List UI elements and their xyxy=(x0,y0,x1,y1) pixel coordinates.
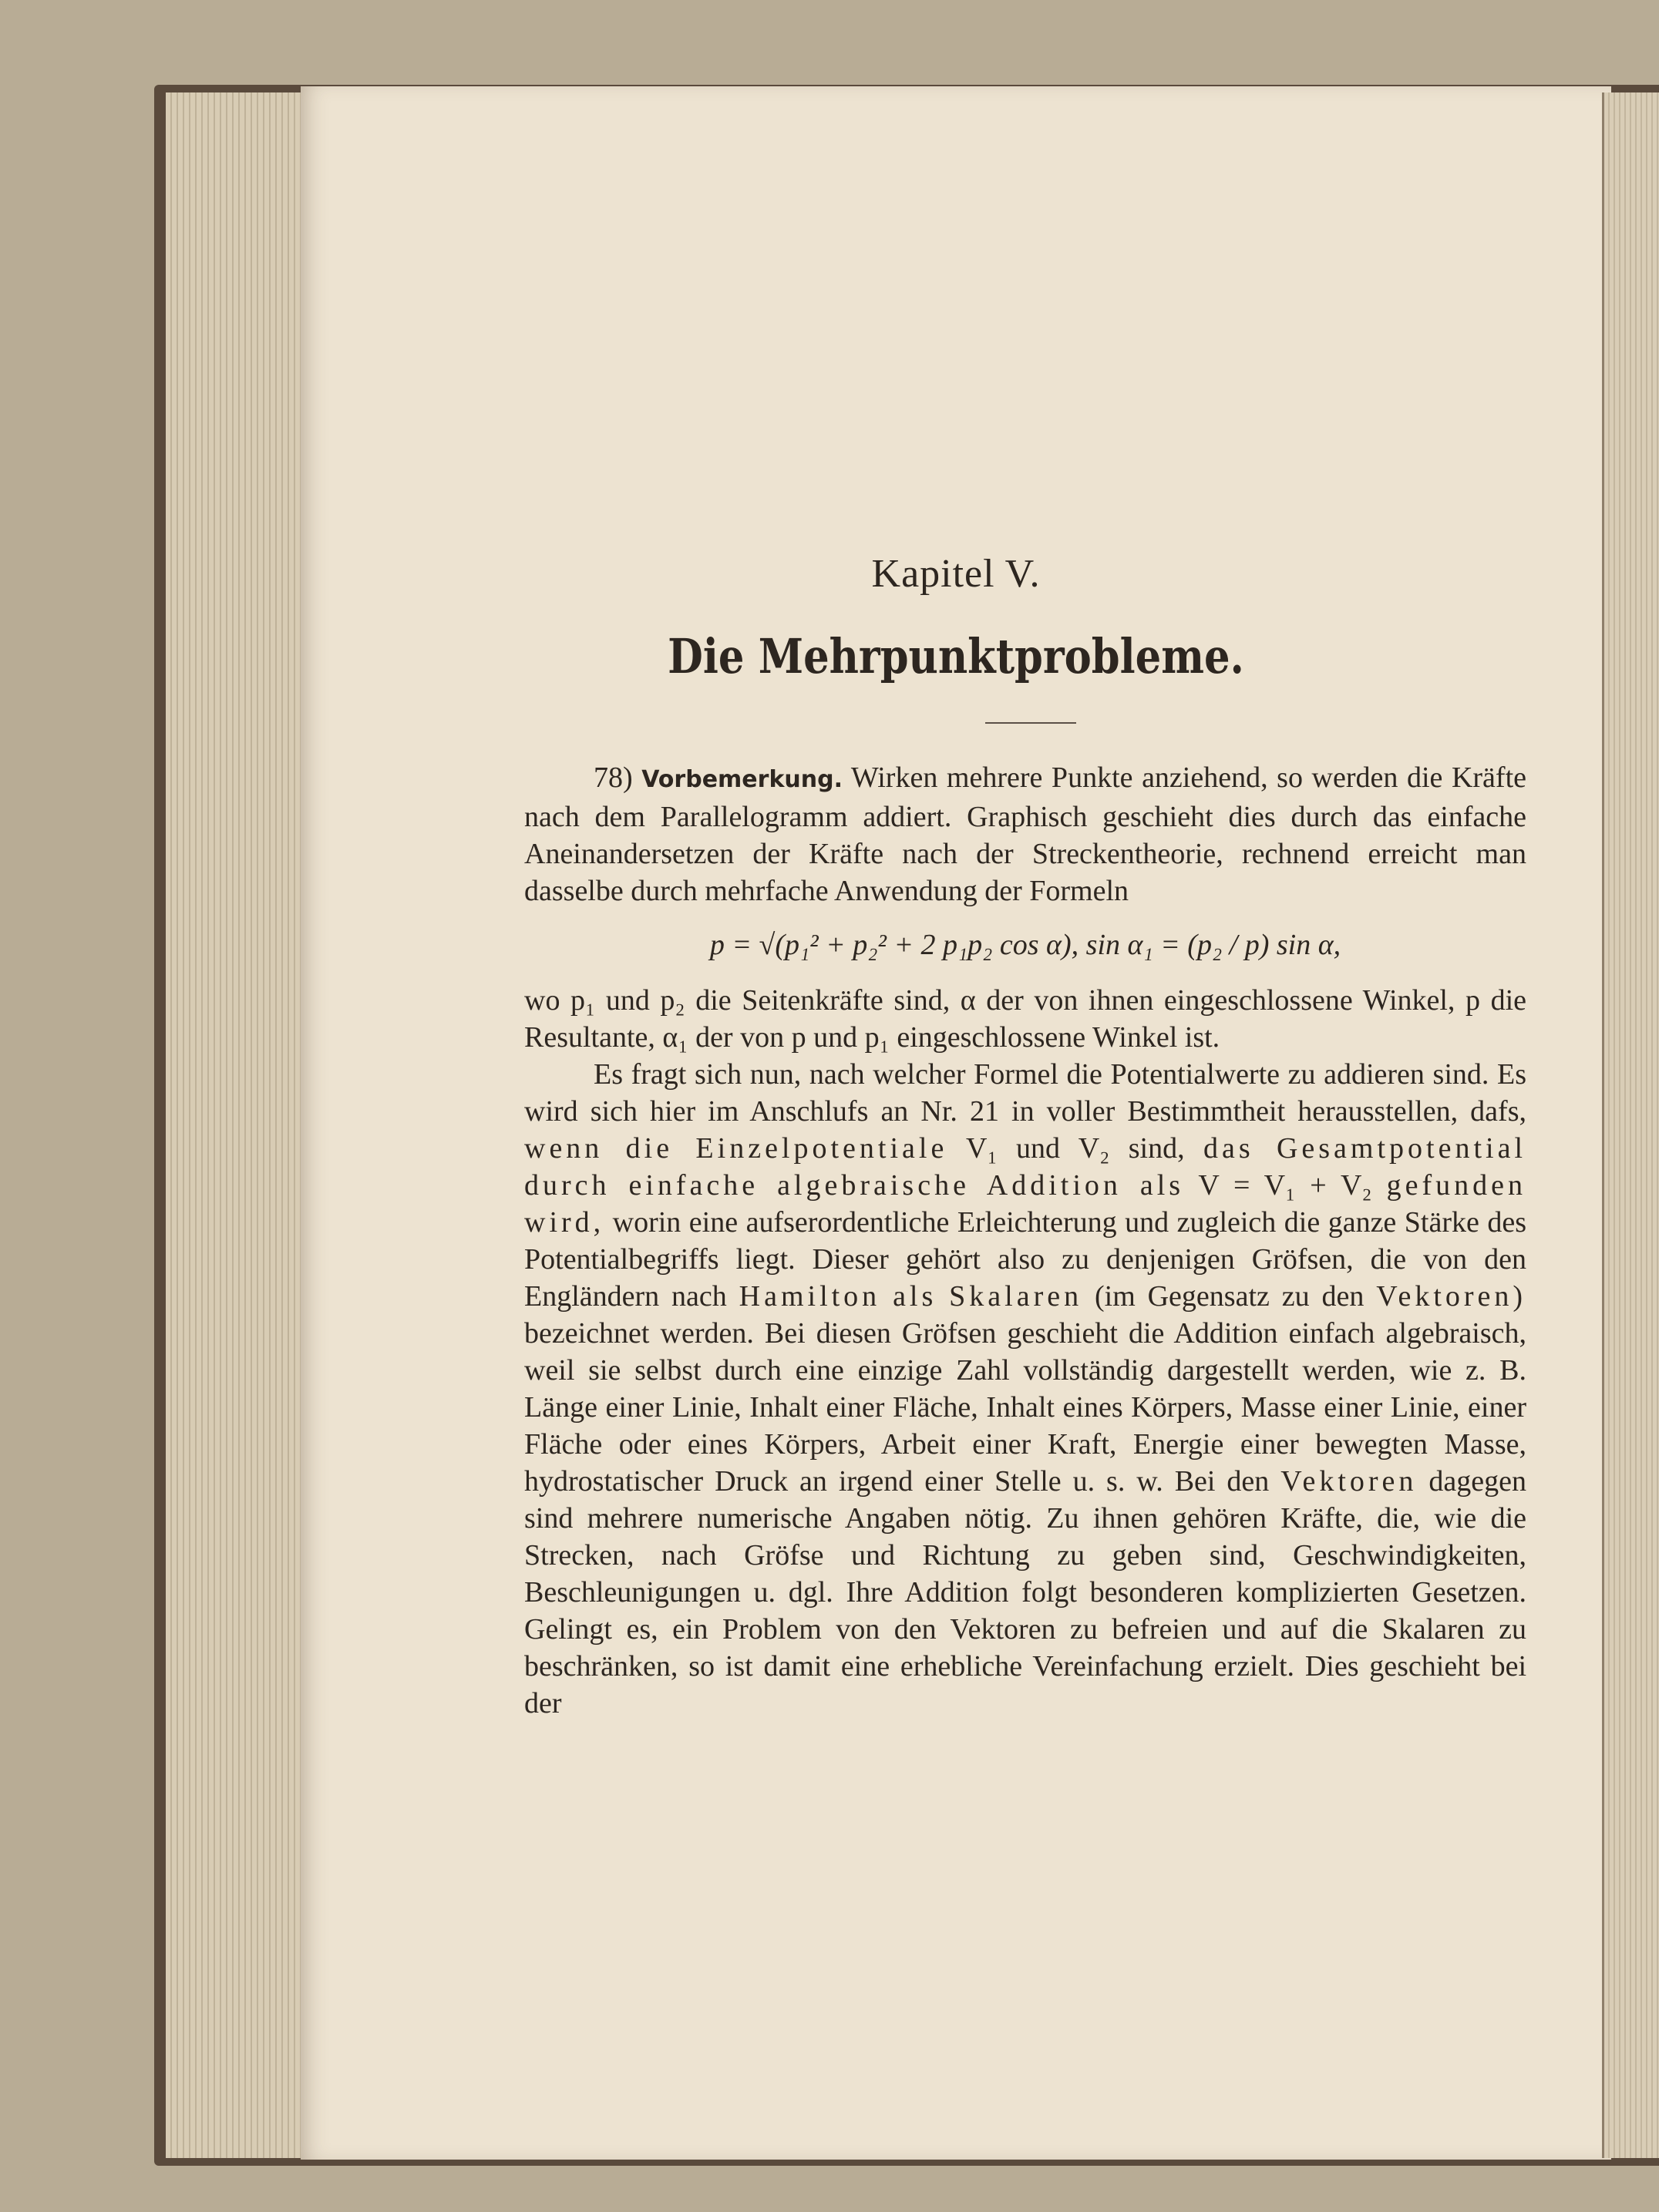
main-text-v1: V₁ und V₂ sind, xyxy=(966,1132,1185,1165)
name-hamilton: Hamilton xyxy=(739,1280,881,1313)
title-rule xyxy=(985,722,1076,724)
spaced-text-1: wenn die Einzelpotentiale xyxy=(524,1132,948,1165)
word-vektoren: Vektoren) xyxy=(1376,1280,1527,1313)
main-text-rest4: dagegen sind mehrere numerische Angaben nötig. Zu ihnen gehören Kräfte, die, wie die Strecken, nach Gröfse und Richtung zu geben sind, Geschwindigkeiten, Beschleunigungen u. dgl. Ihre Addition folgt besonderen komplizierten Gesetzen. Gelingt es, ein Problem von den Vektoren zu befreien und auf die Skalaren zu beschränken, so ist damit eine erhebliche Vereinfachung erzielt. Dies geschieht bei der xyxy=(524,1465,1526,1720)
spaced-text-3: gefunden wird, xyxy=(524,1169,1526,1239)
word-als: als xyxy=(893,1280,937,1313)
main-text-rest3: bezeichnet werden. Bei diesen Gröfsen geschieht die Addition einfach algebraisch, weil sie selbst durch eine einzige Zahl vollständig dargestellt werden, wie z. B. Länge einer Linie, Inhalt einer Fläche, Inhalt eines Körpers, Masse einer Linie, einer Fläche oder eines Körpers, Arbeit einer Kraft, Energie einer bewegten Masse, hydrostatischer Druck an irgend einer Stelle u. s. w. Bei den xyxy=(524,1317,1526,1498)
formula: p = √(p₁² + p₂² + 2 p₁p₂ cos α), sin α₁ = (p₂ / p) sin α, xyxy=(709,929,1341,961)
section-number: 78) xyxy=(594,761,633,794)
paragraph-main xyxy=(524,1056,1526,1722)
body-text xyxy=(524,759,1526,1722)
main-text-rest1: worin eine aufserordentliche Erleichterung und zugleich die ganze Stärke des Potentialbegriffs liegt. Dieser gehört also zu denjenigen Gröfsen, die von den Engländern nach xyxy=(524,1206,1527,1313)
paragraph-after-formula: wo p₁ und p₂ die Seitenkräfte sind, α der von ihnen eingeschlossene Winkel, p die Resultante, α₁ der von p und p₁ eingeschlossene Winkel ist. xyxy=(524,984,1526,1054)
word-skalaren: Skalaren xyxy=(949,1280,1083,1313)
page-stack-right xyxy=(1602,92,1659,2158)
paragraph-intro xyxy=(524,759,1526,909)
chapter-number: Kapitel V. xyxy=(871,552,1041,596)
main-text-rest2: (im Gegensatz zu den xyxy=(1094,1280,1365,1313)
intro-text: Wirken mehrere Punkte anziehend, so werden die Kräfte nach dem Parallelogramm addiert. Graphisch geschieht dies durch das einfache Aneinandersetzen der Kräfte nach der Streckentheorie, rechnend erreicht man dasselbe durch mehrfache Anwendung der Formeln xyxy=(524,761,1526,907)
main-text-start: Es fragt sich nun, nach welcher Formel die Potentialwerte zu addieren sind. Es wird sich hier im Anschlufs an Nr. 21 in voller Bestimmtheit herausstellen, dafs, xyxy=(524,1058,1526,1128)
word-vektoren-2: Vektoren xyxy=(1280,1465,1418,1498)
chapter-title: Die Mehrpunktprobleme. xyxy=(668,628,1244,684)
spaced-text-2: das Gesamtpotential durch einfache algebraische Addition als xyxy=(524,1132,1526,1202)
inline-formula: V = V₁ + V₂ xyxy=(1198,1169,1372,1202)
section-heading: Vorbemerkung. xyxy=(641,766,843,793)
page-stack-left xyxy=(166,92,305,2158)
